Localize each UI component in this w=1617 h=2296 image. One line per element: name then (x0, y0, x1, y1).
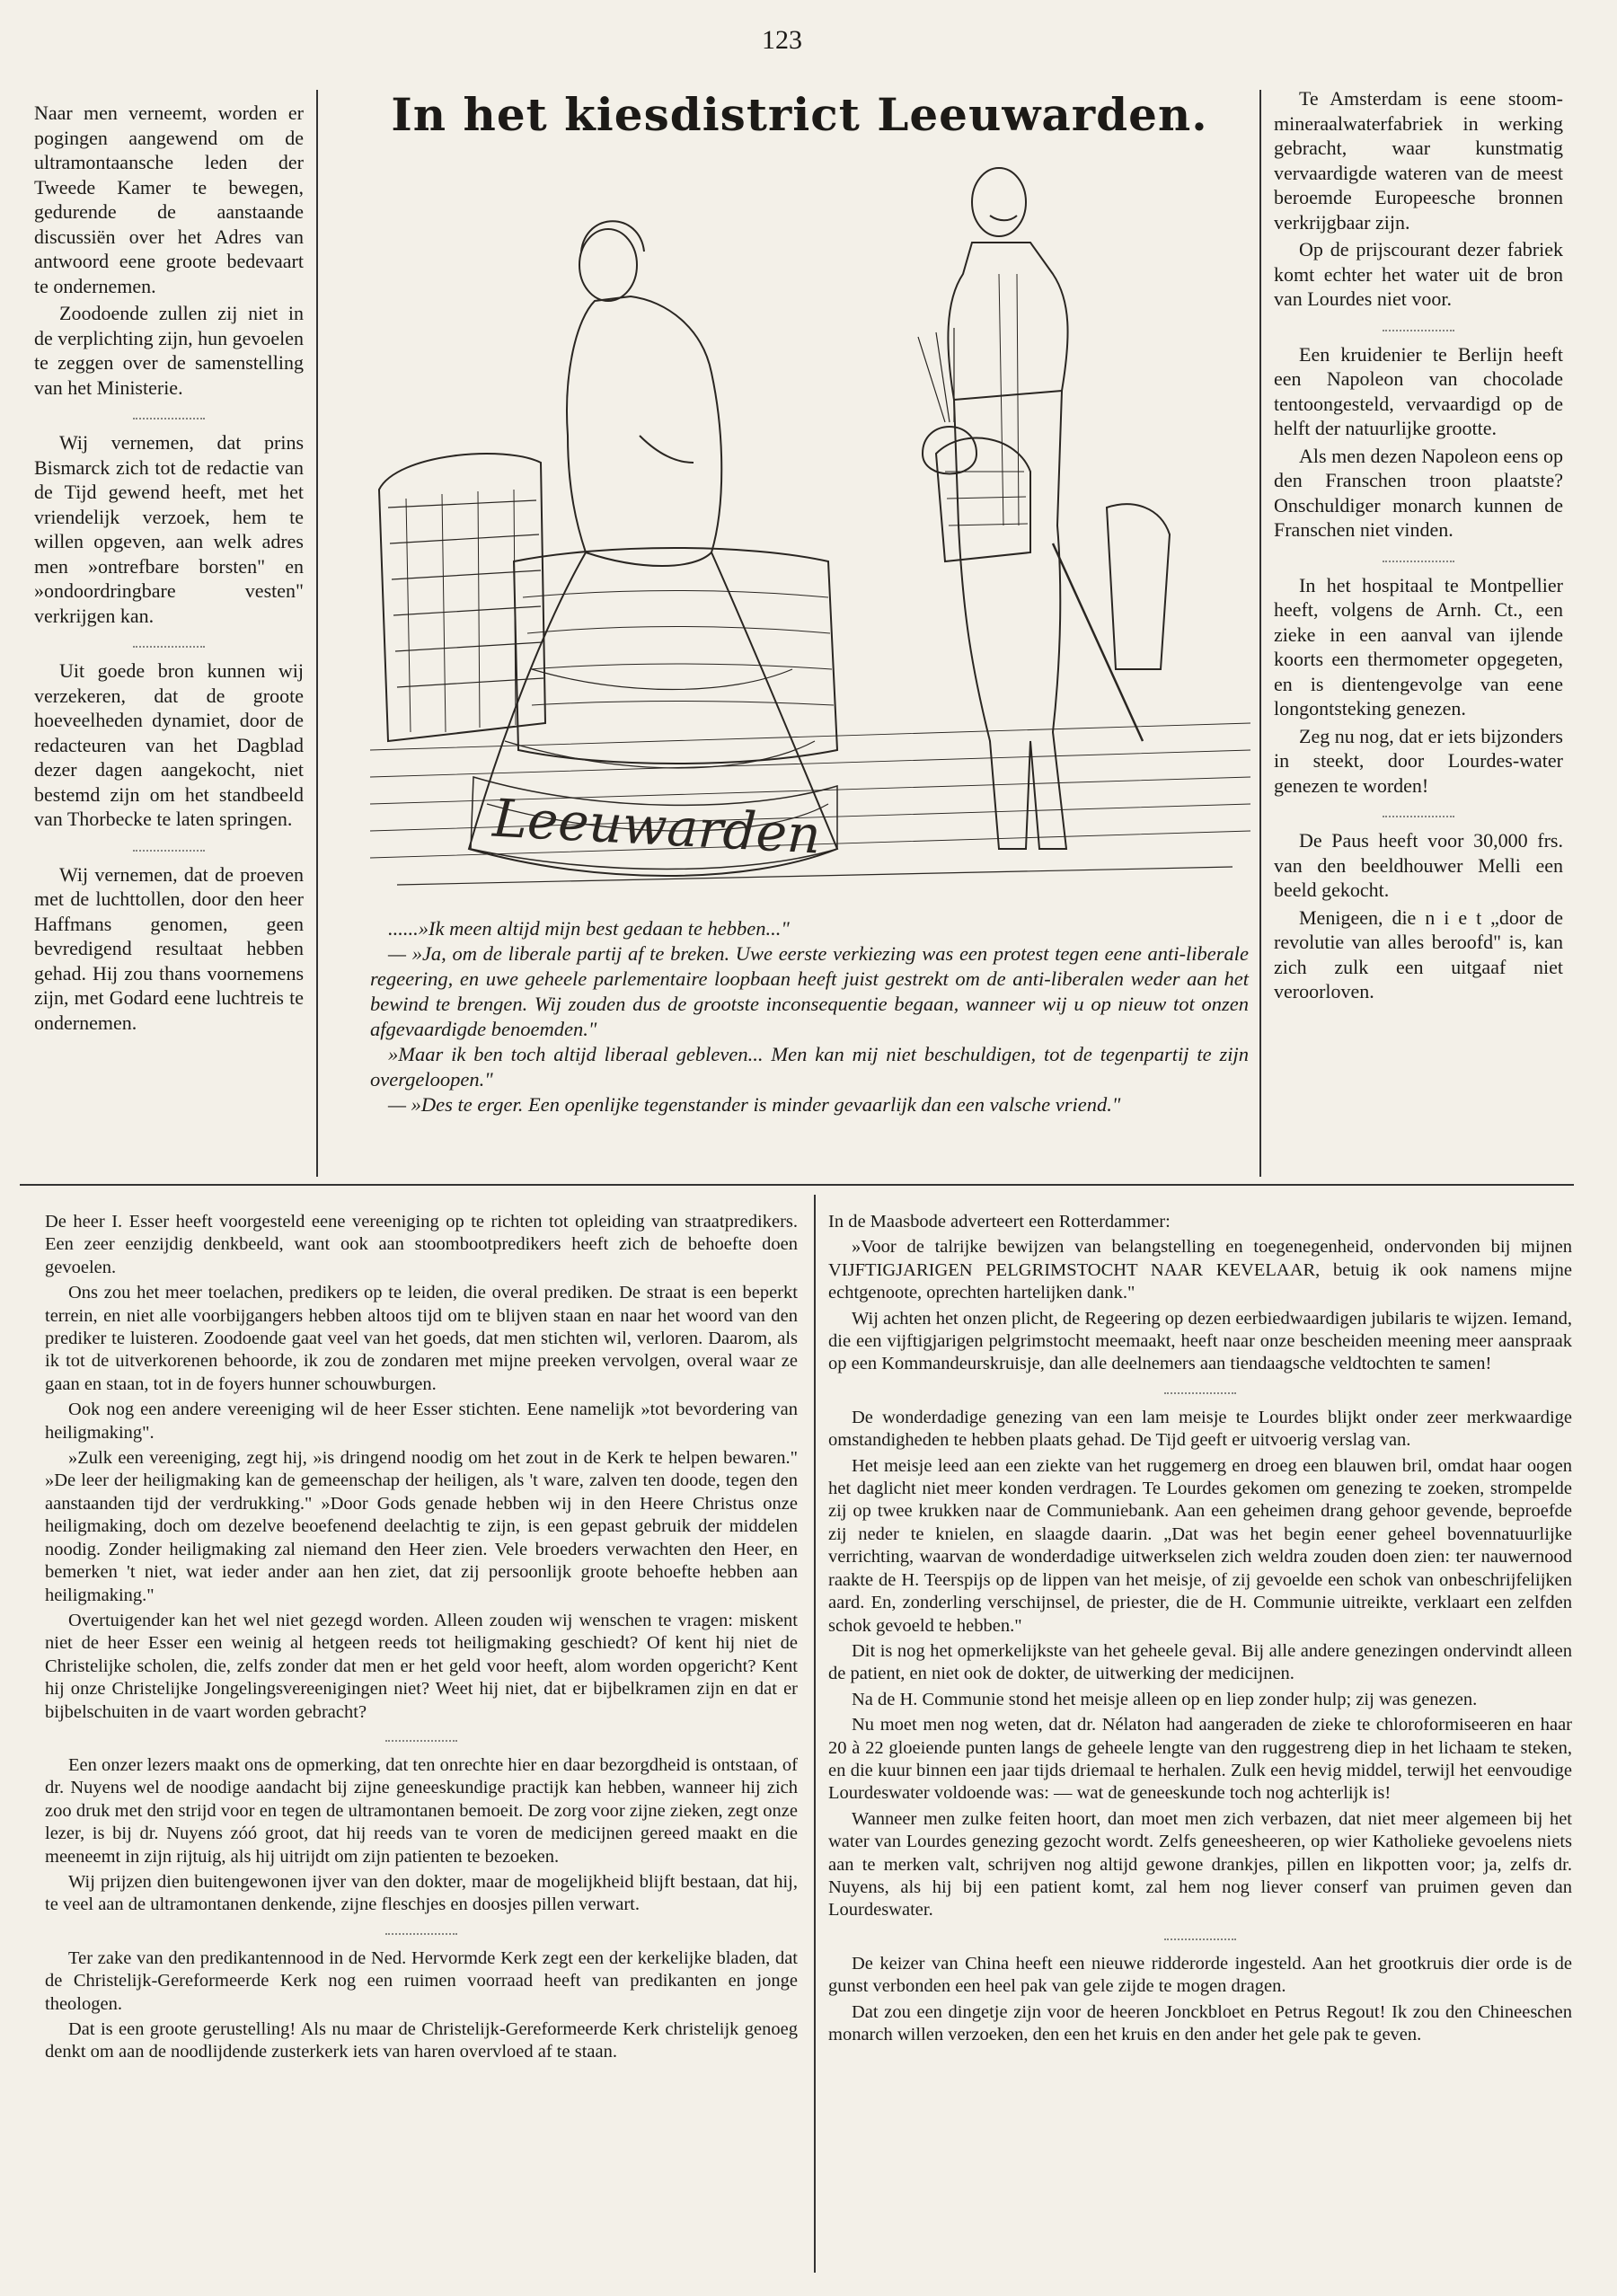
article-text: Wij prijzen dien buitengewonen ijver van den dokter, maar de mogelijkheid blijft bestaan, dat hij, te veel aan de ultramontanen denkende, zijne fleschjes en doosjes pillen verwart. (45, 1871, 798, 1915)
article-text: Dat zou een dingetje zijn voor de heeren Jonckbloet en Petrus Regout! Ik zou den Chineeschen monarch willen verzoeken, den een het kruis en den ander het gele pak te geven. (828, 2001, 1572, 2044)
caption-line: — »Ja, om de liberale partij af te breken. Uwe eerste verkiezing was een protest tegen eene anti-liberale regeering, en uwe geheele parlementaire loopbaan heeft juist gestrekt om de anti-liberalen weder aan het bewind te brengen. Wij zouden dus de grootste inconsequentie begaan, wanneer wij u op nieuw tot onzen afgevaardigde benoemden." (370, 942, 1249, 1040)
article-text: Naar men verneemt, worden er pogingen aangewend om de ultramontaansche leden der Tweede Kamer te bewegen, gedurende de aanstaande discussiën over het Adres van antwoord eene groote bedevaart te ondernemen. (34, 102, 304, 297)
article-text: Op de prijscourant dezer fabriek komt echter het water uit de bron van Lourdes niet voor. (1274, 238, 1563, 310)
section-rule (20, 1184, 1574, 1186)
article-text: Menigeen, die n i e t „door de revolutie van alles beroofd" is, kan zich zulk een uitgaaf niet veroorloven. (1274, 905, 1563, 1002)
article-text: In het hospitaal te Montpellier heeft, volgens de Arnh. Ct., een zieke in een aanval van ijlende koorts een thermometer opgegeten, en is dientengevolge van eene longontsteking genezen. (1274, 573, 1563, 720)
article-text: Te Amsterdam is eene stoom-mineraalwaterfabriek in werking gebracht, waar kunstmatig vervaardigde wateren van de meest beroemde Europeesche bronnen verkrijgbaar zijn. (1274, 87, 1563, 234)
article-text: Wij vernemen, dat de proeven met de luchttollen, door den heer Haffmans genomen, geen bevredigend resultaat hebben gehad. Hij zou thans voornemens zijn, met Godard eene luchtreis te ondernemen. (34, 862, 304, 1034)
section-separator (1383, 319, 1454, 331)
caption-line: — »Des te erger. Een openlijke tegenstander is minder gevaarlijk dan een valsche vriend." (388, 1093, 1121, 1116)
article-text: Uit goede bron kunnen wij verzekeren, dat de groote hoeveelheden dynamiet, door de redacteuren van het Dagblad dezer dagen aangekocht, niet bestemd zijn om het standbeeld van Thorbecke te laten springen. (34, 659, 304, 830)
article-text: Dat is een groote gerustelling! Als nu maar de Christelijk-Gereformeerde Kerk christelijk genoeg denkt om aan de noodlijdende zusterkerk iets van haren overvloed af te staan. (45, 2019, 798, 2062)
article-text: »Voor de talrijke bewijzen van belangstelling en toegenegenheid, ondervonden bij mijnen VIJFTIGJARIGEN PELGRIMSTOCHT NAAR KEVELAAR, betuig ik ook namens mijne echtgenoote, oprechten hartelijken dank." (828, 1237, 1572, 1303)
article-text: Wij achten het onzen plicht, de Regeering op dezen eerbiedwaardigen jubilaris te wijzen. Iemand, die een vijftigjarigen pelgrimstocht meemaakt, heeft naar onze bescheiden meening meer aanspraak op een Kommandeurskruisje, dan alle deelnemers aan tiendaagsche veldtochten te samen! (828, 1308, 1572, 1374)
section-separator (133, 839, 205, 852)
article-text: Ons zou het meer toelachen, predikers op te leiden, die overal prediken. De straat is een beperkt terrein, en niet alle voorbijgangers hebben altoos tijd om te blijven staan en naar het woord van den prediker te luisteren. Zoodoende gaat veel van het goeds, dat men stichten wil, verloren. Daarom, als ik tot de uitverkorenen behoorde, ik zou de zondaren met mijne preeken vervolgen, overal waar ze gaan en staan, tot in de foyers hunner schouwburgen. (45, 1283, 798, 1394)
article-text: Dit is nog het opmerkelijkste van het geheele geval. Bij alle andere genezingen ondervindt alleen de patient, en niet ook de dokter, de uitwerking der medicijnen. (828, 1640, 1572, 1684)
banner-text: Leeuwarden (490, 787, 823, 866)
caption-line: »Maar ik ben toch altijd liberaal gebleven... Men kan mij niet beschuldigen, tot de tegenpartij te zijn overgeloopen." (370, 1043, 1249, 1091)
article-text: De heer I. Esser heeft voorgesteld eene vereeniging op te richten tot opleiding van straatpredikers. Een zeer eenzijdig denkbeeld, want ook aan stoombootpredikers heeft zich de behoefte doen gevoelen. (45, 1212, 798, 1277)
article-text: De Paus heeft voor 30,000 frs. van den beeldhouwer Melli een beeld gekocht. (1274, 829, 1563, 901)
left-column (34, 101, 304, 1170)
cartoon-illustration (370, 166, 1255, 903)
article-text: »Zulk een vereeniging, zegt hij, »is dringend noodig om het zout in de Kerk te helpen bewaren." »De leer der heiligmaking kan de gemeenschap der heiligen, als 't ware, zalven ten doode, tegen den aanstaanden tijd der verdrukking." »Door Gods genade hebben wij in den Heere Christus onze heiligmaking, doch om dezelve beoefenend deelachtig te zijn, is een gepast gebruik der middelen noodig. Zonder heiligmaking zal niemand den Heer zien. Vele broeders verwachten den Heer, en bemerken 't niet, wat ieder ander aan hen ziet, dat zij persoonlijk groote behoefte hebben aan heiligmaking." (45, 1448, 798, 1605)
cartoon-caption (370, 916, 1249, 1117)
article-text: Nu moet men nog weten, dat dr. Nélaton had aangeraden de zieke te chloroformiseeren en haar 20 à 22 gloeiende punten langs de geheele lengte van den ruggestreng diep in het lichaam te steken, en die kuur binnen een jaar tijds driemaal te herhalen. Zulk een hevig middel, terwijl het eenvoudige Lourdeswater voldoende was: — wat de geneeskunde toch nog achterlijk is! (828, 1715, 1572, 1804)
right-column (1274, 86, 1563, 1173)
caption-line: ......»Ik meen altijd mijn best gedaan te hebben..." (388, 917, 790, 940)
article-text: Overtuigender kan het wel niet gezegd worden. Alleen zouden wij wenschen te vragen: miskent niet de heer Esser een weinig al hetgeen reeds tot heiligmaking geschiedt? Of kent hij niet de Christelijke scholen, die, zelfs zonder dat men er het geld voor heeft, alom worden opgericht? Kent hij onze Christelijke Jongelingsvereenigingen niet? Weet hij niet, dat er bijbelkramen zijn en dat er bijbelschuiten in de vaart worden gebracht? (45, 1610, 798, 1722)
page-number: 123 (762, 25, 802, 55)
section-separator (133, 407, 205, 419)
article-text: In de Maasbode adverteert een Rotterdammer: (828, 1212, 1171, 1232)
article-text: Na de H. Communie stond het meisje alleen op en liep zonder hulp; zij was genezen. (852, 1689, 1478, 1709)
article-text: Ter zake van den predikantennood in de Ned. Hervormde Kerk zegt een der kerkelijke bladen, dat de Christelijk-Gereformeerde Kerk nog een ruimen voorraad heeft van predikanten en jonge theologen. (45, 1947, 798, 2014)
article-text: Een kruidenier te Berlijn heeft een Napoleon van chocolade tentoongesteld, vervaardigd op de helft der natuurlijke grootte. (1274, 342, 1563, 439)
section-separator (1383, 805, 1454, 817)
article-text: Zoodoende zullen zij niet in de verplichting zijn, hun gevoelen te zeggen over de samenstelling van het Ministerie. (34, 302, 304, 399)
article-text: Ook nog een andere vereeniging wil de heer Esser stichten. Eene namelijk »tot bevordering van heiligmaking". (45, 1400, 798, 1443)
cartoon-title: In het kiesdistrict Leeuwarden. (391, 88, 1208, 141)
article-text: Wij vernemen, dat prins Bismarck zich tot de redactie van de Tijd gewend heeft, met het vriendelijk verzoek, hem te willen opgeven, aan welk adres men »ontrefbare borsten" en »ondoordringbare vesten" verkrijgen kan. (34, 431, 304, 627)
article-text: De keizer van China heeft een nieuwe ridderorde ingesteld. Aan het grootkruis dier orde is de gunst verbonden een heel pak van gele zijde te mogen dragen. (828, 1953, 1572, 1997)
section-separator (385, 1922, 457, 1935)
column-rule (814, 1195, 816, 2273)
column-rule (316, 90, 318, 1177)
article-text: Een onzer lezers maakt ons de opmerking, dat ten onrechte hier en daar bezorgdheid is ontstaan, of dr. Nuyens wel de noodige aandacht bij zijne geneeskundige practijk kan hebben, wanneer hij zich zoo druk met den strijd voor en tegen de ultramontanen bemoeit. De zorg voor zijne zieken, zegt onze lezer, is bij dr. Nuyens zóó groot, dat hij reeds van te voren de medicijnen gereed maakt en die meeneemt in zijn rijtuig, als hij uitrijdt om zijn patienten te bezoeken. (45, 1754, 798, 1867)
lower-left-column (45, 1211, 798, 2271)
section-separator (1164, 1928, 1236, 1940)
section-separator (1383, 550, 1454, 562)
article-text: Als men dezen Napoleon eens op den Franschen troon plaatste? Onschuldiger monarch kunnen de Franschen niet vinden. (1274, 444, 1563, 541)
article-text: Zeg nu nog, dat er iets bijzonders in steekt, door Lourdes-water genezen te worden! (1274, 724, 1563, 797)
lower-right-column (828, 1211, 1572, 2271)
column-rule (1259, 90, 1261, 1177)
section-separator (1164, 1382, 1236, 1394)
article-text: Wanneer men zulke feiten hoort, dan moet men zich verbazen, dat niet meer algemeen bij het water van Lourdes genezing gezocht wordt. Zelfs geneesheeren, op wier Katholieke gevoelens niets aan te merken valt, schrijven nog altijd gewone drankjes, pillen en likpotten voor; ja, zelfs dr. Nuyens, als hij bij een patient komt, zal hem nog liever conserf van pruimen geven dan Lourdeswater. (828, 1808, 1572, 1921)
article-text: De wonderdadige genezing van een lam meisje te Lourdes blijkt onder zeer merkwaardige omstandigheden te hebben plaats gehad. De Tijd geeft er uitvoerig verslag van. (828, 1407, 1572, 1451)
section-separator (385, 1729, 457, 1742)
article-text: Het meisje leed aan een ziekte van het ruggemerg en droeg een blauwen bril, omdat haar oogen het daglicht niet meer konden verdragen. Te Lourdes gekomen om genezing te zoeken, strompelde zij op twee krukken naar de Communiebank. Aan een geheimen drang gehoor gevende, beproefde zij neder te knielen, en slaagde daarin. „Dat was het begin eener geheel bovennatuurlijke verrichting, waarvan de wonderdadige uitwerkselen zich weldra zouden doen zien: ter nauwernood raakte de H. Teerspijs op de lippen van het meisje, of zij gevoelde een schok van onbeschrijfelijken aard. En, zonderling verschijnsel, de priester, die de H. Communie uitreikte, verklaart een zelfden schok gevoeld te hebben." (828, 1455, 1572, 1636)
section-separator (133, 635, 205, 648)
